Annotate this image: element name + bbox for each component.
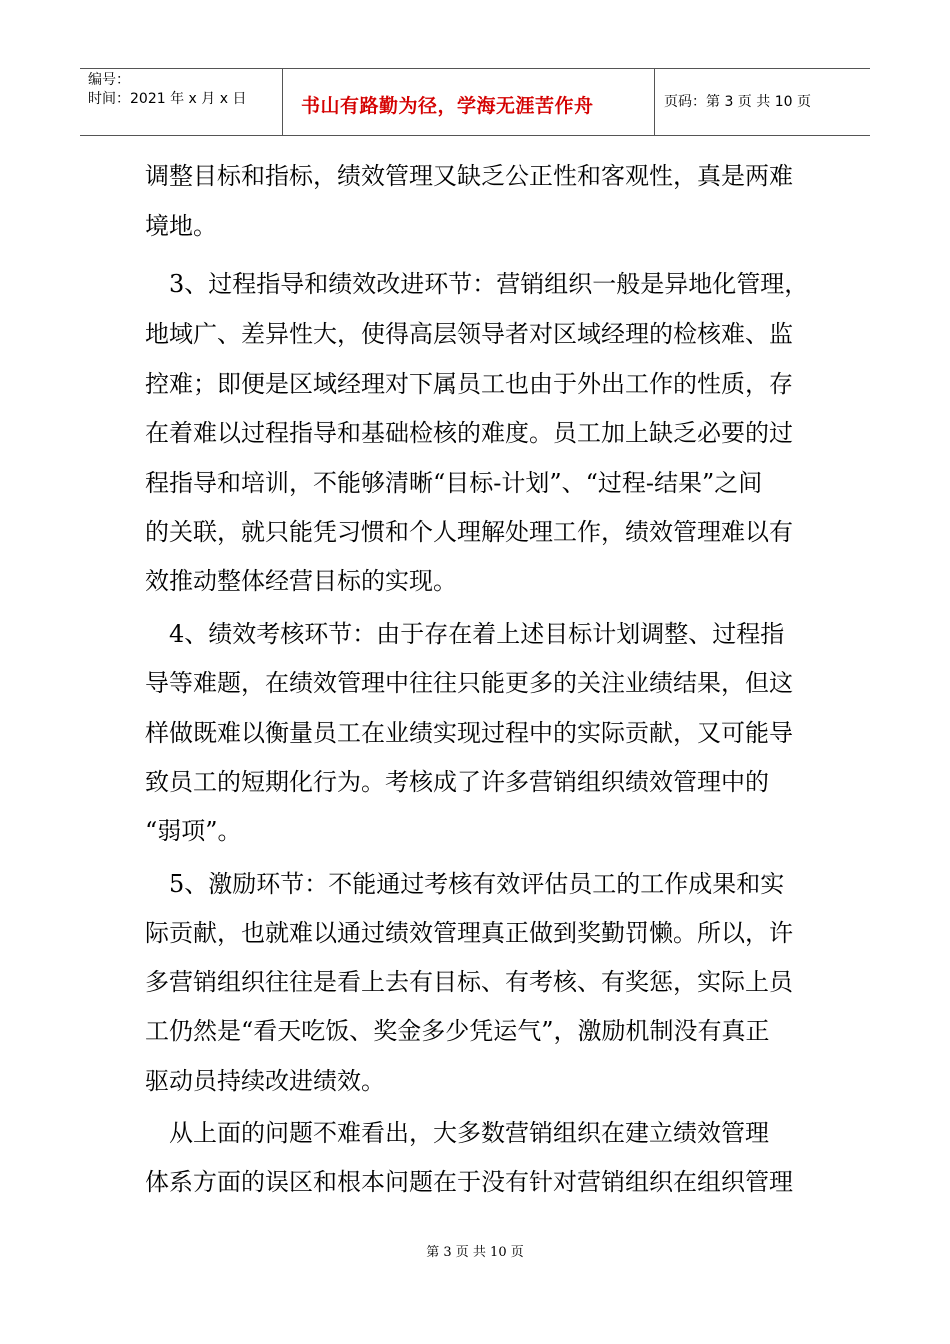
body-line: 际贡献，也就难以通过绩效管理真正做到奖勤罚懒。所以，许 (145, 919, 793, 947)
document-number-label: 编号： (88, 72, 130, 88)
body-line: 控难；即便是区域经理对下属员工也由于外出工作的性质，存 (145, 370, 793, 398)
body-line: 程指导和培训，不能够清晰“目标-计划”、“过程-结果”之间 (145, 469, 763, 497)
header-motto: 书山有路勤为径，学海无涯苦作舟 (301, 95, 594, 117)
header-motto-cell (283, 69, 655, 135)
body-line: 地域广、差异性大，使得高层领导者对区域经理的检核难、监 (145, 320, 793, 348)
page-footer: 第 3 页 共 10 页 (426, 1245, 524, 1260)
body-line: 的关联，就只能凭习惯和个人理解处理工作，绩效管理难以有 (145, 518, 793, 546)
body-line: 从上面的问题不难看出，大多数营销组织在建立绩效管理 (145, 1119, 769, 1147)
body-line: 样做既难以衡量员工在业绩实现过程中的实际贡献，又可能导 (145, 719, 793, 747)
body-line: 驱动员持续改进绩效。 (145, 1067, 385, 1095)
body-line: 在着难以过程指导和基础检核的难度。员工加上缺乏必要的过 (145, 419, 793, 447)
body-line: 3、过程指导和绩效改进环节：营销组织一般是异地化管理， (145, 270, 809, 298)
body-line: 调整目标和指标，绩效管理又缺乏公正性和客观性，真是两难 (145, 162, 793, 190)
body-line: “弱项”。 (145, 817, 242, 845)
body-line: 工仍然是“看天吃饭、奖金多少凭运气”，激励机制没有真正 (145, 1017, 770, 1045)
header-page-info: 页码：第 3 页 共 10 页 (664, 94, 811, 110)
header-page-cell (655, 69, 870, 135)
body-line: 导等难题，在绩效管理中往往只能更多的关注业绩结果，但这 (145, 669, 793, 697)
document-time-label: 时间：2021 年 x 月 x 日 (88, 91, 247, 107)
body-line: 致员工的短期化行为。考核成了许多营销组织绩效管理中的 (145, 768, 769, 796)
body-line: 境地。 (145, 212, 217, 240)
body-line: 体系方面的误区和根本问题在于没有针对营销组织在组织管理 (145, 1168, 793, 1196)
body-line: 4、绩效考核环节：由于存在着上述目标计划调整、过程指 (145, 620, 785, 648)
body-line: 效推动整体经营目标的实现。 (145, 567, 457, 595)
header-meta-cell (80, 69, 283, 135)
body-line: 多营销组织往往是看上去有目标、有考核、有奖惩，实际上员 (145, 968, 793, 996)
page-header (80, 68, 870, 136)
body-line: 5、激励环节：不能通过考核有效评估员工的工作成果和实 (145, 870, 785, 898)
